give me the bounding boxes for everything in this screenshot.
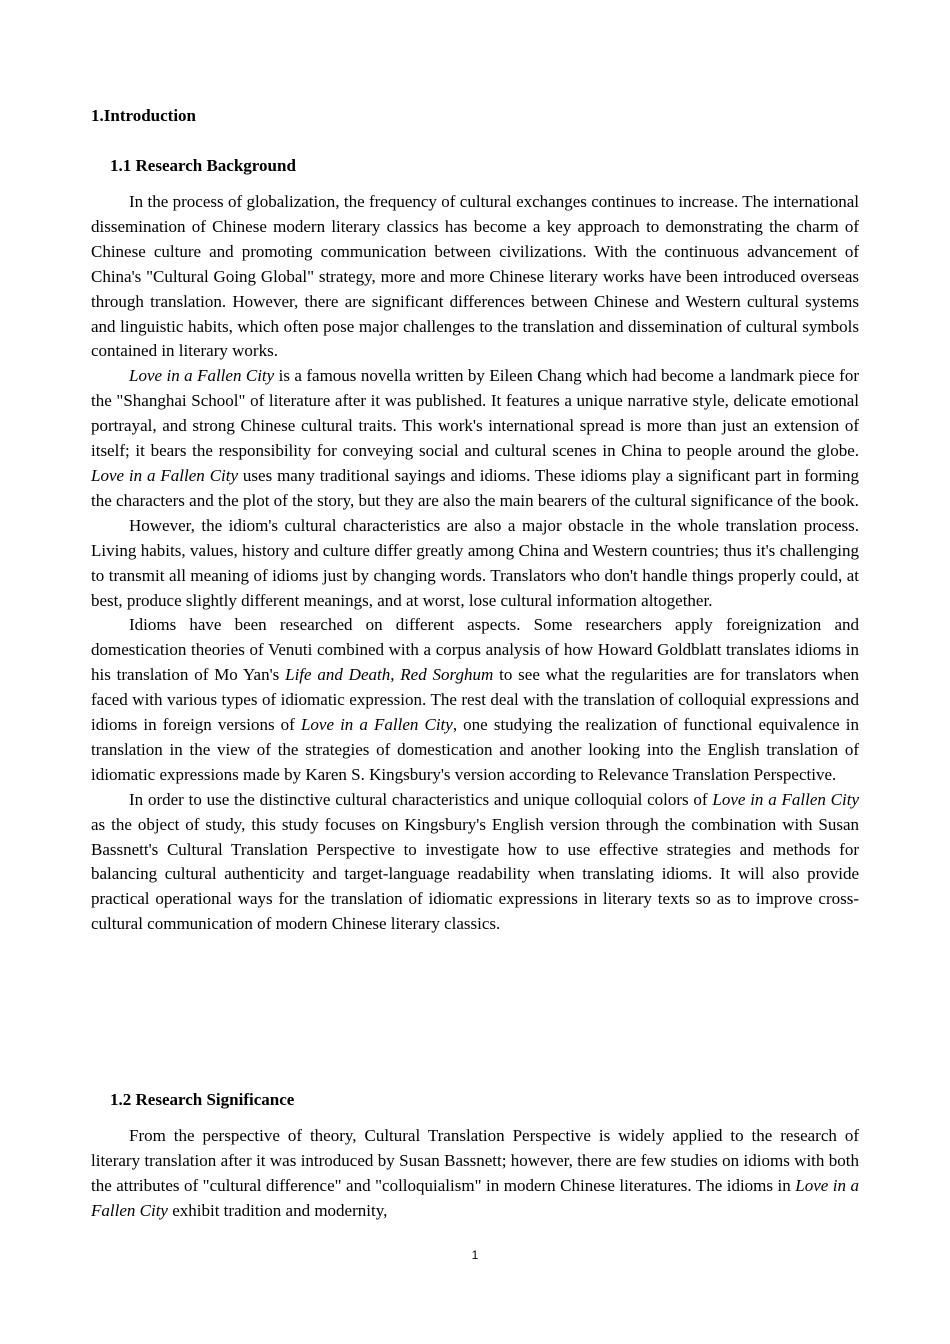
italic-title: Red Sorghum xyxy=(400,665,494,685)
page-number: 1 xyxy=(471,1248,479,1262)
italic-title: Love in a Fallen City xyxy=(91,1175,859,1220)
section-body-research-background xyxy=(91,190,859,937)
italic-title: Life and Death xyxy=(285,665,391,685)
italic-title: Love in a Fallen City xyxy=(129,366,275,386)
paragraph: In order to use the distinctive cultural characteristics and unique colloquial colors of Love in a Fallen City as the object of study, this study focuses on Kingsbury's English version through the combination with Susan Bassnett's Cultural Translation Perspective to investigate how to use effective strategies and methods for balancing cultural authenticity and target-language readability when translating idioms. It will also provide practical operational ways for the translation of idiomatic expressions in literary texts so as to improve cross-cultural communication of modern Chinese literary classics. xyxy=(91,789,859,934)
paragraph: Idioms have been researched on different aspects. Some researchers apply foreignization and domestication theories of Venuti combined with a corpus analysis of how Howard Goldblatt translates idioms in his translation of Mo Yan's Life and Death, Red Sorghum to see what the regularities are for translators when faced with various types of idiomatic expression. The rest deal with the translation of colloquial expressions and idioms in foreign versions of Love in a Fallen City, one studying the realization of functional equivalence in translation in the view of the strategies of domestication and another looking into the English translation of idiomatic expressions made by Karen S. Kingsbury's version according to Relevance Translation Perspective. xyxy=(91,615,860,784)
section-heading-research-significance: 1.2 Research Significance xyxy=(110,1090,295,1109)
italic-title: Love in a Fallen City xyxy=(712,789,859,809)
italic-title: Love in a Fallen City xyxy=(91,465,239,485)
paragraph: However, the idiom's cultural characteristics are also a major obstacle in the whole translation process. Living habits, values, history and culture differ greatly among China and Western countries; thus it's challenging to transmit all meaning of idioms just by changing words. Translators who don't handle things properly could, at best, produce slightly different meanings, and at worst, lose cultural information altogether. xyxy=(91,515,859,610)
italic-title: Love in a Fallen City xyxy=(300,715,453,735)
section-body-research-significance xyxy=(91,1124,859,1224)
paragraph: Love in a Fallen City is a famous novella written by Eileen Chang which had become a landmark piece for the "Shanghai School" of literature after it was published. It features a unique narrative style, delicate emotional portrayal, and strong Chinese cultural traits. This work's international spread is more than just an extension of itself; it bears the responsibility for conveying social and cultural scenes in China to people around the globe. Love in a Fallen City uses many traditional sayings and idioms. These idioms play a significant part in forming the characters and the plot of the story, but they are also the main bearers of the cultural significance of the book. xyxy=(91,366,859,510)
paragraph: From the perspective of theory, Cultural Translation Perspective is widely applied to the research of literary translation after it was introduced by Susan Bassnett; however, there are few studies on idioms with both the attributes of "cultural difference" and "colloquialism" in modern Chinese literatures. The idioms in Love in a Fallen City exhibit tradition and modernity, xyxy=(91,1126,859,1220)
section-heading-research-background: 1.1 Research Background xyxy=(110,156,296,175)
chapter-heading: 1.Introduction xyxy=(91,106,197,125)
paragraph: In the process of globalization, the frequency of cultural exchanges continues to increase. The international dissemination of Chinese modern literary classics has become a key approach to demonstrating the charm of Chinese culture and promoting communication between civilizations. With the continuous advancement of China's "Cultural Going Global" strategy, more and more Chinese literary works have been introduced overseas through translation. However, there are significant differences between Chinese and Western cultural systems and linguistic habits, which often pose major challenges to the translation and dissemination of cultural symbols contained in literary works. xyxy=(91,192,859,361)
